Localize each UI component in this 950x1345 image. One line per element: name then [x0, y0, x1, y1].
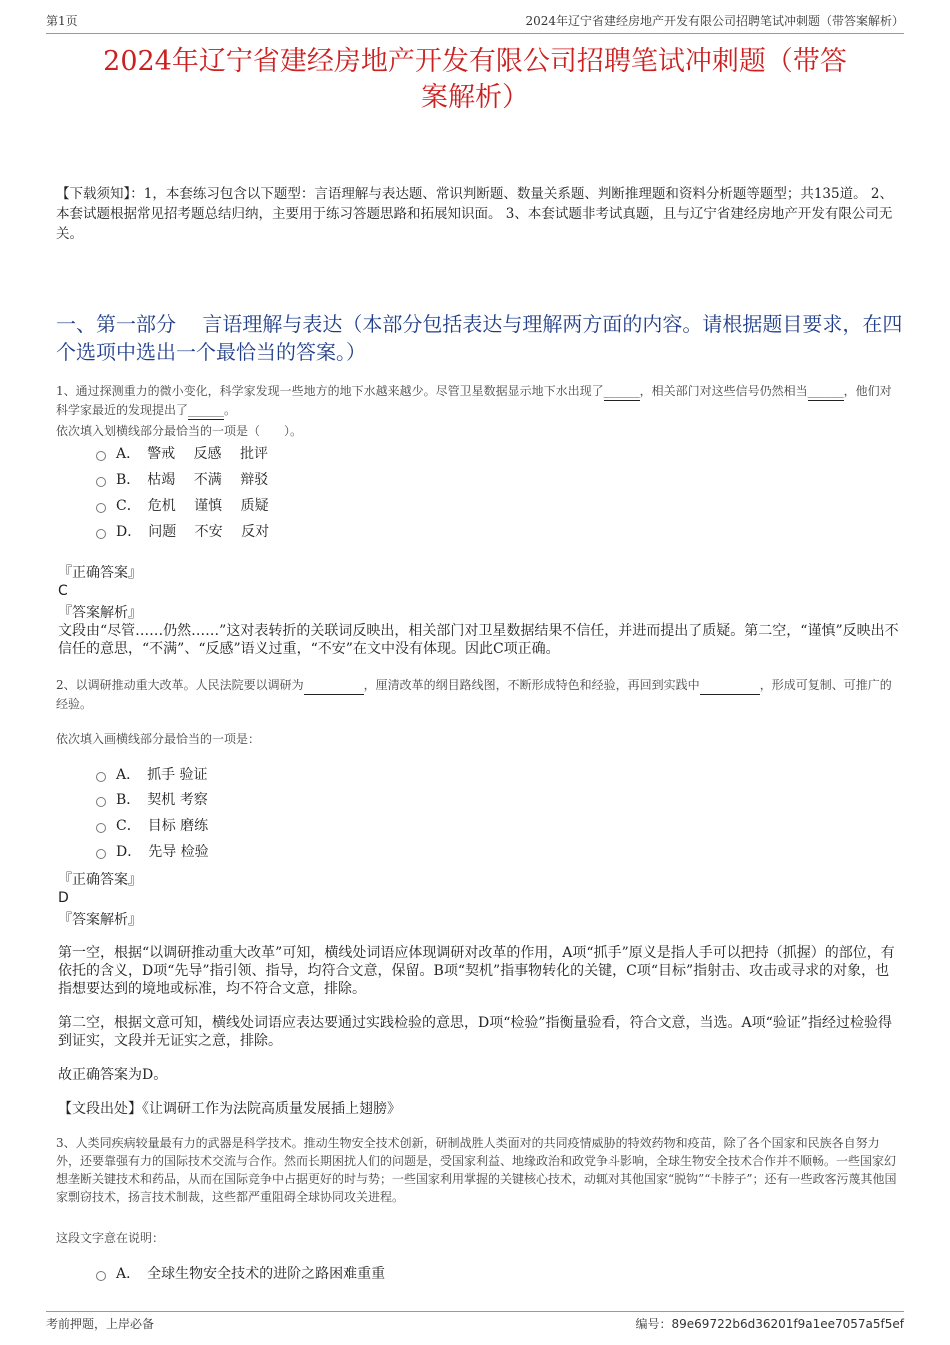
q1-blank-1: ______ [604, 382, 640, 401]
page-header [46, 12, 904, 34]
page-number: 第1页 [46, 14, 78, 28]
q2-option-a-label: A． 抓手 验证 [116, 767, 208, 783]
q1-option-d-label: D． 问题 不安 反对 [116, 524, 270, 540]
footer-code: 89e69722b6d36201f9a1ee7057a5f5ef [671, 1317, 904, 1331]
q2-analysis-p1: 第一空，根据“以调研推动重大改革”可知，横线处词语应体现调研对改革的作用，A项“抓手”原义是指人手可以把持（抓握）的部位，有依托的含义，D项“先导”指引领、指导，均符合文意，保留。B项“契机”指事物转化的关键，C项“目标”指射击、攻击或寻求的对象，也指想要达到的境地或标准，均不符合文意，排除。 [58, 945, 895, 997]
document-title [40, 44, 910, 116]
q2-analysis-p2: 第二空，根据文意可知，横线处词语应表达要通过实践检验的意思，D项“检验”指衡量验看，符合文意，当选。A项“验证”指经过检验得到证实，文段并无证实之意，排除。 [58, 1015, 892, 1049]
q2-option-c[interactable] [96, 816, 208, 836]
q1-option-d[interactable] [96, 522, 269, 542]
radio-icon[interactable] [96, 797, 106, 807]
q1-analysis: 文段由“尽管……仍然……”这对表转折的关联词反映出，相关部门对卫星数据结果不信任，并进而提出了质疑。第二空，“谨慎”反映出不信任的意思，“不满”、“反感”语义过重，“不安”在文中没有体现。因此C项正确。 [58, 623, 899, 657]
q2-option-b-label: B． 契机 考察 [116, 792, 208, 808]
q2-option-a[interactable] [96, 765, 208, 785]
q3-option-a-label: A． 全球生物安全技术的进阶之路困难重重 [116, 1266, 386, 1282]
q3-prompt: 这段文字意在说明： [56, 1231, 165, 1245]
radio-icon[interactable] [96, 529, 106, 539]
q2-option-d-label: D． 先导 检验 [116, 844, 209, 860]
title-line-1: 2024年辽宁省建经房地产开发有限公司招聘笔试冲刺题（带答 [103, 46, 847, 77]
q1-analysis-label: 『答案解析』 [58, 605, 142, 621]
radio-icon[interactable] [96, 477, 106, 487]
q1-option-a-label: A． 警戒 反感 批评 [116, 446, 269, 462]
q2-blank-2 [700, 676, 760, 695]
q1-stem-c: ，他们对科学家最近的发现提出了 [56, 384, 892, 417]
q2-prompt: 依次填入画横线部分最恰当的一项是： [56, 732, 261, 746]
q2-stem-c: ，形成可复制、可推广的经验。 [56, 678, 892, 711]
title-line-2: 案解析） [421, 82, 529, 113]
q2-source: 【文段出处】《让调研工作为法院高质量发展插上翅膀》 [58, 1101, 401, 1117]
radio-icon[interactable] [96, 1271, 106, 1281]
radio-icon[interactable] [96, 772, 106, 782]
q1-option-b[interactable] [96, 470, 268, 490]
q1-stem-d: 。 [224, 403, 237, 417]
radio-icon[interactable] [96, 451, 106, 461]
footer-slogan: 考前押题，上岸必备 [46, 1317, 155, 1331]
q2-analysis-label: 『答案解析』 [58, 912, 142, 928]
q2-blank-1 [304, 676, 364, 695]
radio-icon[interactable] [96, 503, 106, 513]
q1-stem-b: ，相关部门对这些信号仍然相当 [639, 384, 808, 398]
q2-stem-a: 2、以调研推动重大改革。人民法院要以调研为 [56, 678, 304, 692]
q2-stem-b: ，厘清改革的纲目路线图，不断形成特色和经验，再回到实践中 [363, 678, 700, 692]
q3-option-a[interactable] [96, 1264, 385, 1284]
q1-answer-label: 『正确答案』 [58, 565, 142, 581]
q3-stem: 3、人类同疾病较量最有力的武器是科学技术。推动生物安全技术创新，研制战胜人类面对的共同疫情威胁的特效药物和疫苗，除了各个国家和民族各自努力外，还要靠强有力的国际技术交流与合作。然而长期困扰人们的问题是，受国家利益、地缘政治和政党争斗影响，全球生物安全技术合作并不顺畅。一些国家幻想垄断关键技术和药品，从而在国际竞争中占据更好的时与势；一些国家利用掌握的关键核心技术，动辄对其他国家“脱钩”“卡脖子”；还有一些政客污蔑其他国家剽窃技术，扬言技术制裁，这些都严重阻碍全球协同攻关进程。 [56, 1136, 897, 1204]
q1-option-b-label: B． 枯竭 不满 辩驳 [116, 472, 269, 488]
q1-stem [56, 382, 900, 420]
header-doc-title: 2024年辽宁省建经房地产开发有限公司招聘笔试冲刺题（带答案解析） [525, 14, 904, 28]
q1-prompt: 依次填入划横线部分最恰当的一项是（ ）。 [56, 424, 303, 438]
q1-option-a[interactable] [96, 444, 268, 464]
radio-icon[interactable] [96, 823, 106, 833]
footer-code-label: 编号： [635, 1317, 672, 1331]
q1-option-c-label: C． 危机 谨慎 质疑 [116, 498, 269, 514]
q2-option-b[interactable] [96, 790, 208, 810]
radio-icon[interactable] [96, 849, 106, 859]
q2-answer-label: 『正确答案』 [58, 872, 142, 888]
q2-stem [56, 676, 900, 713]
q1-answer: C [58, 583, 68, 599]
page-footer [46, 1311, 904, 1332]
q2-option-d[interactable] [96, 842, 209, 862]
q1-stem-a: 1、通过探测重力的微小变化，科学家发现一些地方的地下水越来越少。尽管卫星数据显示地下水出现了 [56, 384, 604, 398]
footer-code-wrap [636, 1315, 905, 1332]
q2-option-c-label: C． 目标 磨练 [116, 818, 209, 834]
q1-option-c[interactable] [96, 496, 269, 516]
q2-answer: D [58, 890, 69, 906]
q1-blank-3: ______ [188, 401, 224, 420]
q1-blank-2: ______ [808, 382, 844, 401]
download-notice: 【下载须知】：1，本套练习包含以下题型：言语理解与表达题、常识判断题、数量关系题、判断推理题和资料分析题等题型；共135道。 2、本套试题根据常见招考题总结归纳，主要用于练习答题思路和拓展知识面。 3、本套试题非考试真题，且与辽宁省建经房地产开发有限公司无关。 [56, 186, 893, 242]
section-title: 一、第一部分 言语理解与表达（本部分包括表达与理解两方面的内容。请根据题目要求，在四个选项中选出一个最恰当的答案。） [56, 312, 903, 364]
q2-analysis-p3: 故正确答案为D。 [58, 1067, 168, 1083]
